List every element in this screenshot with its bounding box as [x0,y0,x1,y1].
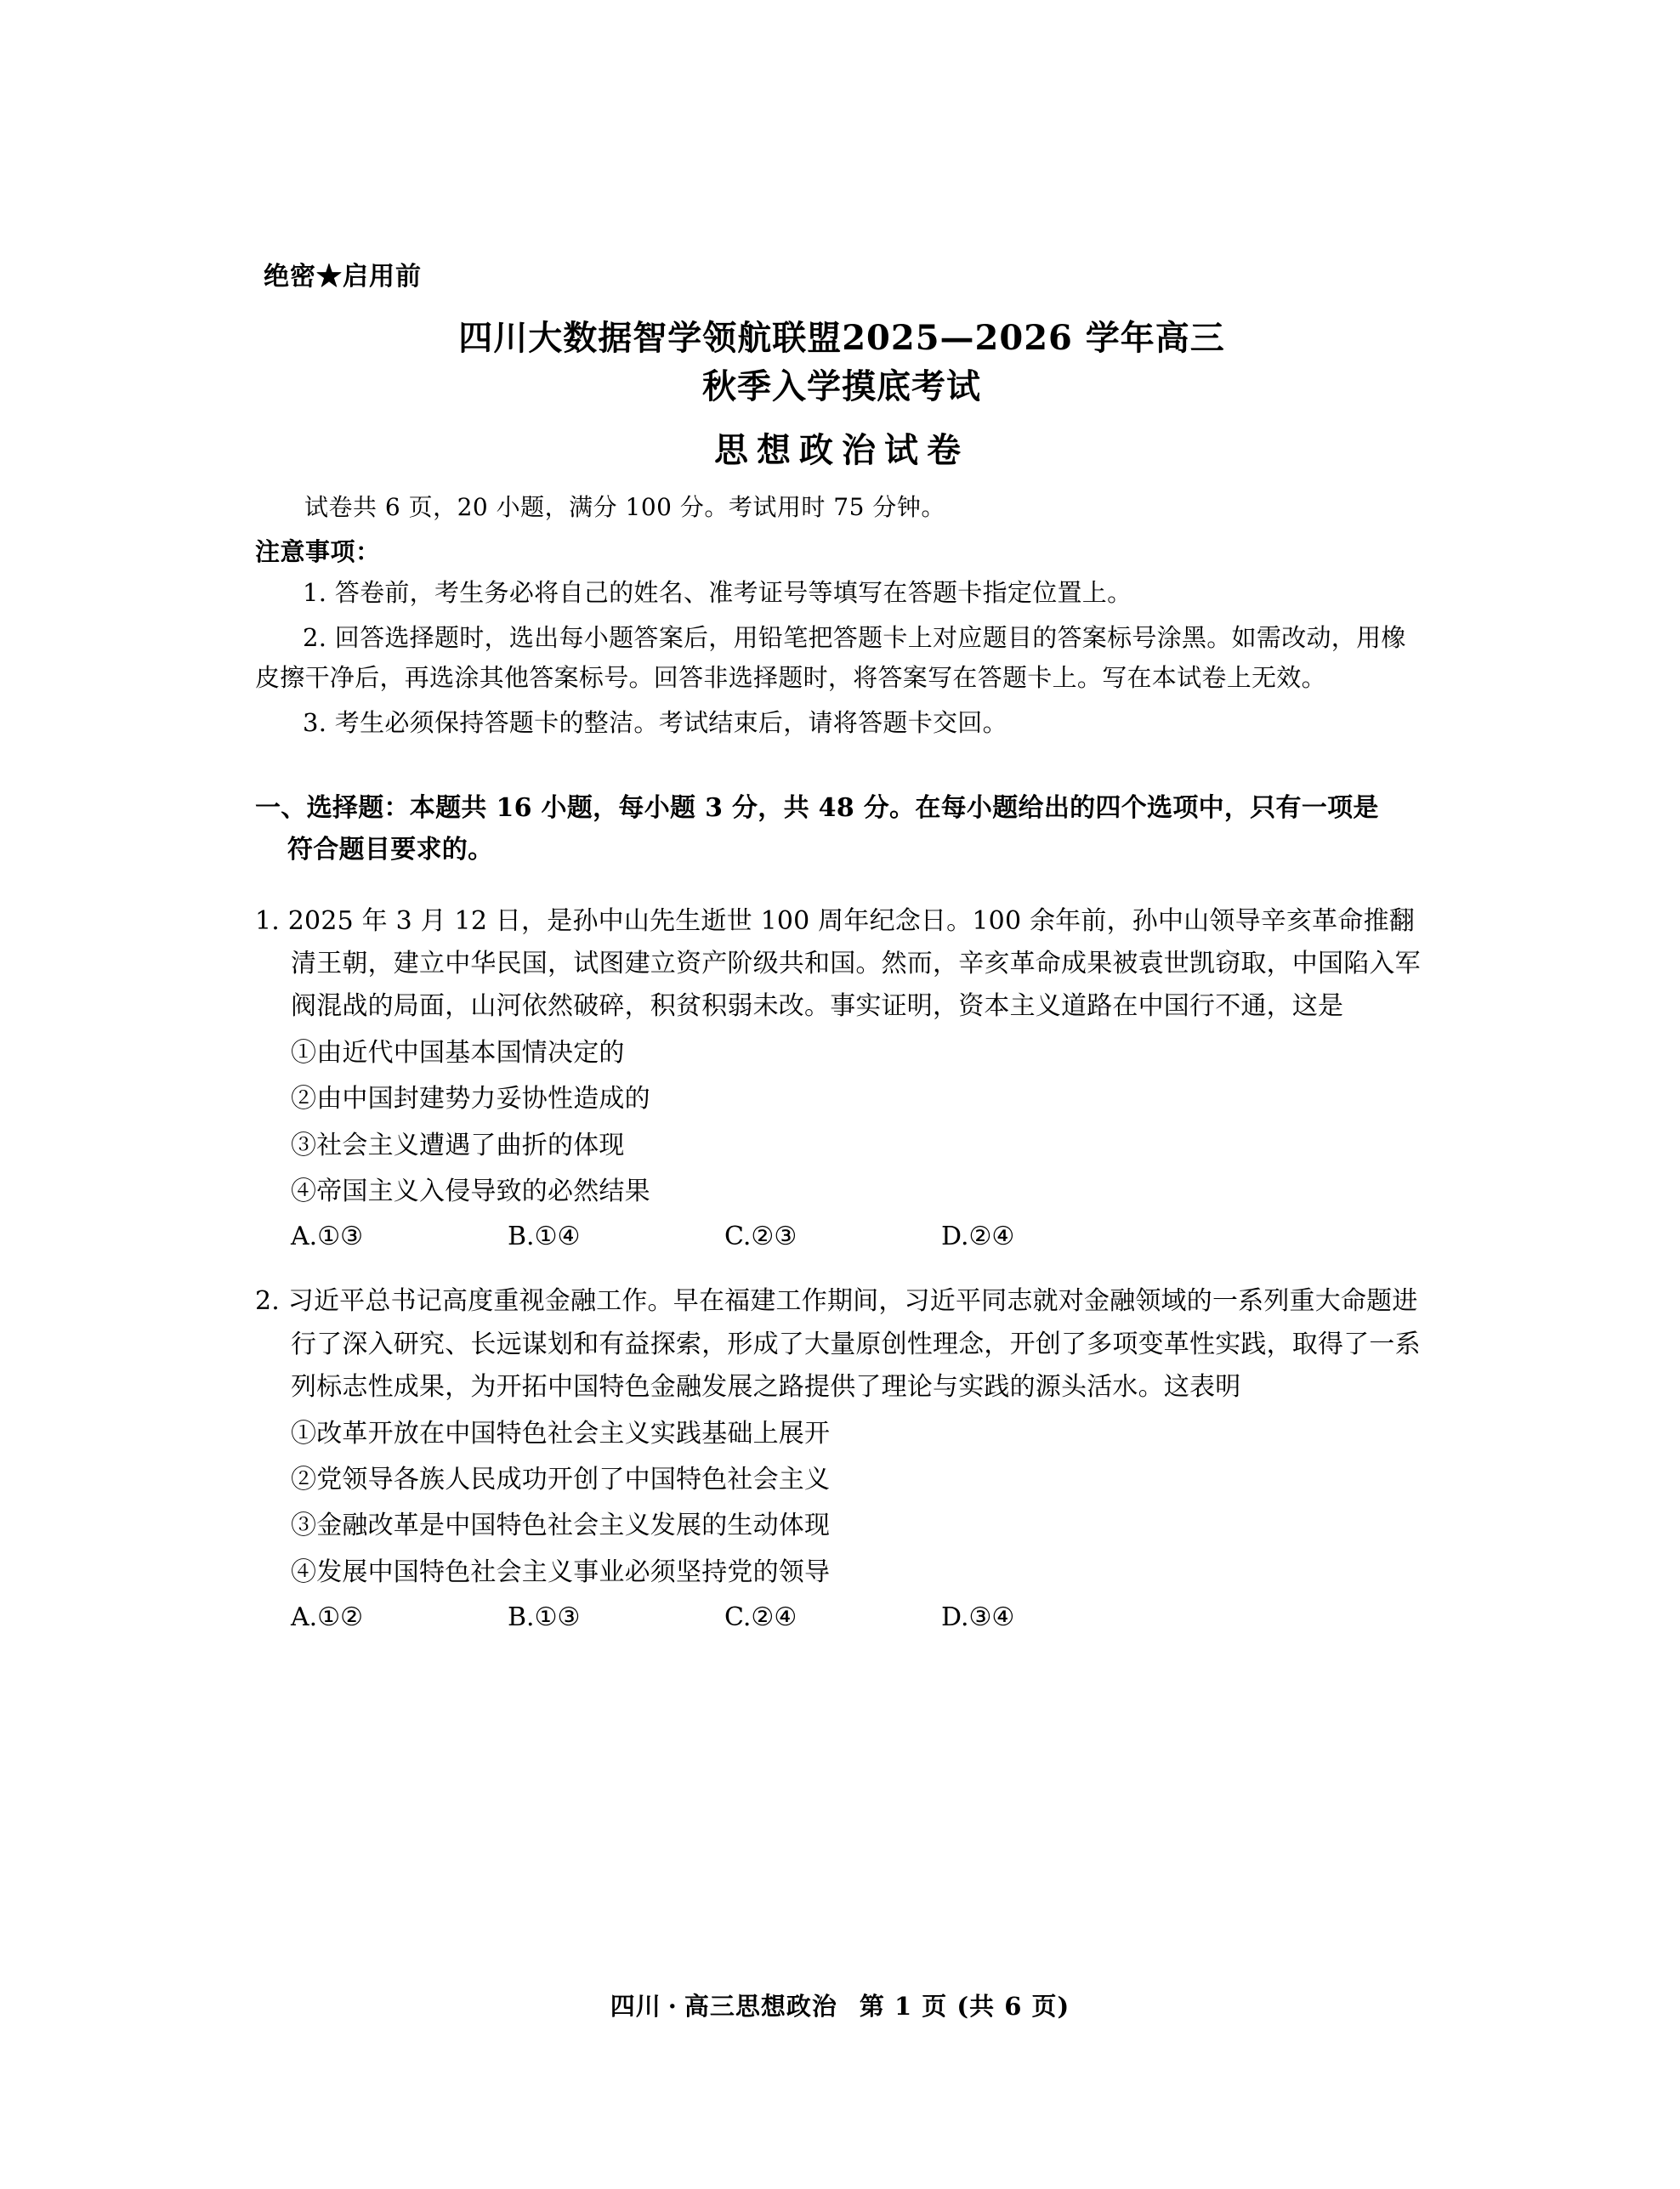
notice-item-2: 2. 回答选择题时，选出每小题答案后，用铅笔把答题卡上对应题目的答案标号涂黑。如需改动，用橡皮擦干净后，再选涂其他答案标号。回答非选择题时，将答案写在答题卡上。写在本试卷上无效。 [255,622,1406,692]
notice-item-3: 3. 考生必须保持答题卡的整洁。考试结束后，请将答题卡交回。 [303,707,1007,737]
notice-heading: 注意事项： [255,536,381,566]
question-option: ④发展中国特色社会主义事业必须坚持党的领导 [291,1557,831,1587]
title-part-year: 2025—2026 学年高三 [842,318,1225,358]
subject-title: 思想政治试卷 [714,429,969,470]
question-choices [255,1222,1428,1251]
choice-a[interactable]: A.①② [291,1602,363,1633]
title-part-alliance-name: 智学领航 [633,319,773,358]
choice-b[interactable]: B.①③ [508,1602,581,1633]
section-heading [255,788,1428,870]
footer-page-number: 第 1 页 (共 6 页) [859,1992,1070,2021]
question-option: ②党领导各族人民成功开创了中国特色社会主义 [291,1464,831,1494]
question-option: ②由中国封建势力妥协性造成的 [291,1084,650,1114]
page-footer [0,1988,1680,2022]
question-stem: 1. 2025 年 3 月 12 日，是孙中山先生逝世 100 周年纪念日。100 余年前，孙中山领导辛亥革命推翻清王朝，建立中华民国，试图建立资产阶级共和国。然而，辛亥革命成果被袁世凯窃取，中国陷入军阀混战的局面，山河依然破碎，积贫积弱未改。事实证明，资本主义道路在中国行不通，这是 [255,905,1421,1022]
section-heading-line-2: 符合题目要求的。 [287,835,494,865]
question-stem: 2. 习近平总书记高度重视金融工作。早在福建工作期间，习近平同志就对金融领域的一系列重大命题进行了深入研究、长远谋划和有益探索，形成了大量原创性理念，开创了多项变革性实践，取得了一系列标志性成果，为开拓中国特色金融发展之路提供了理论与实践的源头活水。这表明 [255,1286,1421,1403]
secret-notice: 绝密★启用前 [264,262,422,292]
title-part-union: 联盟 [772,319,843,358]
footer-subject: 高三思想政治 [684,1992,837,2021]
choice-d[interactable]: D.②④ [941,1222,1015,1252]
question-option: ③社会主义遭遇了曲折的体现 [291,1130,625,1160]
question-item [255,900,1428,1252]
exam-info: 试卷共 6 页，20 小题，满分 100 分。考试用时 75 分钟。 [304,492,945,521]
question-item [255,1280,1428,1632]
choice-d[interactable]: D.③④ [941,1602,1015,1633]
choice-b[interactable]: B.①④ [508,1222,581,1252]
choice-c[interactable]: C.②③ [724,1222,797,1252]
choice-c[interactable]: C.②④ [724,1602,797,1633]
title-line-2: 秋季入学摸底考试 [702,366,981,406]
title-part-region: 四川大数据 [458,318,633,358]
question-option: ①改革开放在中国特色社会主义实践基础上展开 [291,1418,831,1449]
question-option: ④帝国主义入侵导致的必然结果 [291,1177,650,1206]
notice-item-1: 1. 答卷前，考生务必将自己的姓名、准考证号等填写在答题卡指定位置上。 [303,577,1132,607]
section-heading-line-1: 一、选择题：本题共 16 小题，每小题 3 分，共 48 分。在每小题给出的四个选项中，只有一项是 [255,793,1379,824]
footer-separator: · [667,1992,678,2021]
question-option: ③金融改革是中国特色社会主义发展的生动体现 [291,1511,831,1541]
page-content [255,255,1428,1632]
footer-region: 四川 [610,1992,661,2021]
question-option: ①由近代中国基本国情决定的 [291,1037,625,1068]
page-title [340,315,1343,411]
choice-a[interactable]: A.①③ [291,1222,363,1252]
question-choices [255,1602,1428,1632]
